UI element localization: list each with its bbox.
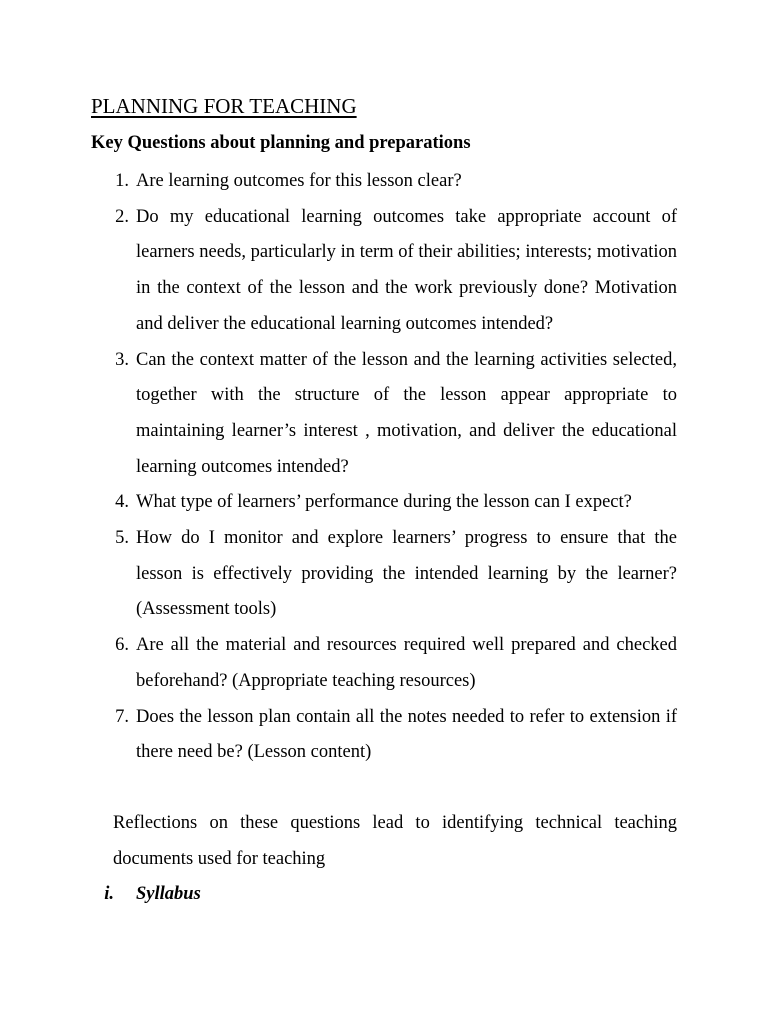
reflection-paragraph: Reflections on these questions lead to identifying technical teaching documents used for teaching <box>113 813 677 869</box>
list-item-text: Are all the material and resources required well prepared and checked beforehand? (Appropriate teaching resources) <box>136 635 677 691</box>
list-item-text: Can the context matter of the lesson and the learning activities selected, together with the structure of the lesson appear appropriate to maintaining learner’s interest , motivation, and deliver the educational learning outcomes intended? <box>136 349 677 477</box>
list-item <box>0 164 768 200</box>
list-item <box>0 343 768 486</box>
list-item-text: Are learning outcomes for this lesson clear? <box>136 171 462 191</box>
list-item-number: 2. <box>115 206 129 227</box>
list-item-number: 5. <box>115 528 129 549</box>
list-item-text: How do I monitor and explore learners’ progress to ensure that the lesson is effectively providing the intended learning by the learner? (Assessment tools) <box>136 528 677 620</box>
subsection-label: Syllabus <box>136 884 201 904</box>
list-item <box>0 628 768 699</box>
subsection-marker: i. <box>104 884 114 904</box>
questions-list <box>0 164 768 771</box>
list-item <box>0 700 768 771</box>
list-item-number: 1. <box>115 171 129 191</box>
list-item <box>0 200 768 343</box>
list-item-number: 3. <box>115 349 129 370</box>
list-item-text: What type of learners’ performance during the lesson can I expect? <box>136 492 632 513</box>
list-item-text: Do my educational learning outcomes take appropriate account of learners needs, particularly in term of their abilities; interests; motivation in the context of the lesson and the work previously done? Motivation and deliver the educational learning outcomes intended? <box>136 206 677 334</box>
list-item <box>0 521 768 628</box>
list-item <box>0 485 768 521</box>
list-item-number: 4. <box>115 492 129 513</box>
list-item-text: Does the lesson plan contain all the notes needed to refer to extension if there need be? (Lesson content) <box>136 706 677 763</box>
list-item-number: 7. <box>115 706 129 727</box>
page-title: PLANNING FOR TEACHING <box>91 94 357 118</box>
section-heading: Key Questions about planning and preparations <box>91 133 471 153</box>
list-item-number: 6. <box>115 635 129 656</box>
